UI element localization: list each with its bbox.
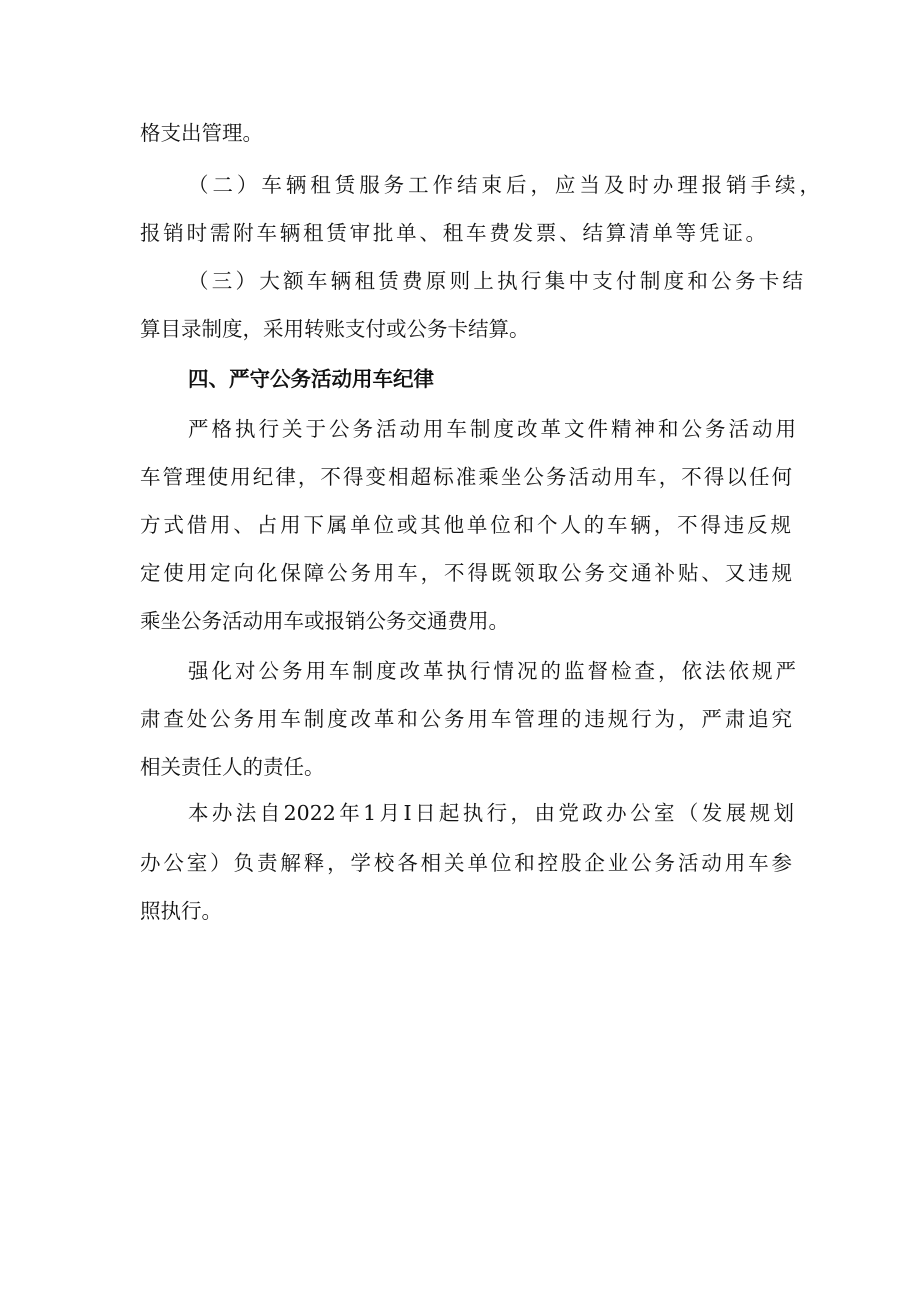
text-line: 强化对公务用车制度改革执行情况的监督检查，依法依规严 [188,659,796,683]
text-line: 定使用定向化保障公务用车，不得既领取公务交通补贴、又违规 [140,561,792,585]
text-line: 相关责任人的责任。 [140,755,325,779]
text-line: （二）车辆租赁服务工作结束后，应当及时办理报销手续， [188,173,820,197]
text-line: 乘坐公务活动用车或报销公务交通费用。 [140,609,509,633]
text-line: 格支出管理。 [140,121,263,145]
text-line: 方式借用、占用下属单位或其他单位和个人的车辆，不得违反规 [140,513,791,537]
text-line: 车管理使用纪律，不得变相超标准乘坐公务活动用车，不得以任何 [140,465,792,489]
text-line: 肃查处公务用车制度改革和公务用车管理的违规行为，严肃追究 [140,707,792,731]
text-line: 算目录制度，采用转账支付或公务卡结算。 [140,317,530,341]
section-heading: 四、严守公务活动用车纪律 [188,367,434,391]
text-line: 本办法自2022年1月I日起执行，由党政办公室（发展规划 [188,801,794,825]
text-line: （三）大额车辆租赁费原则上执行集中支付制度和公务卡结 [188,269,803,293]
text-line: 严格执行关于公务活动用车制度改革文件精神和公务活动用 [188,417,796,441]
text-line: 报销时需附车辆租赁审批单、租车费发票、结算清单等凭证。 [140,221,766,245]
text-line: 办公室）负责解释，学校各相关单位和控股企业公务活动用车参 [140,851,792,875]
text-line: 照执行。 [140,899,222,923]
